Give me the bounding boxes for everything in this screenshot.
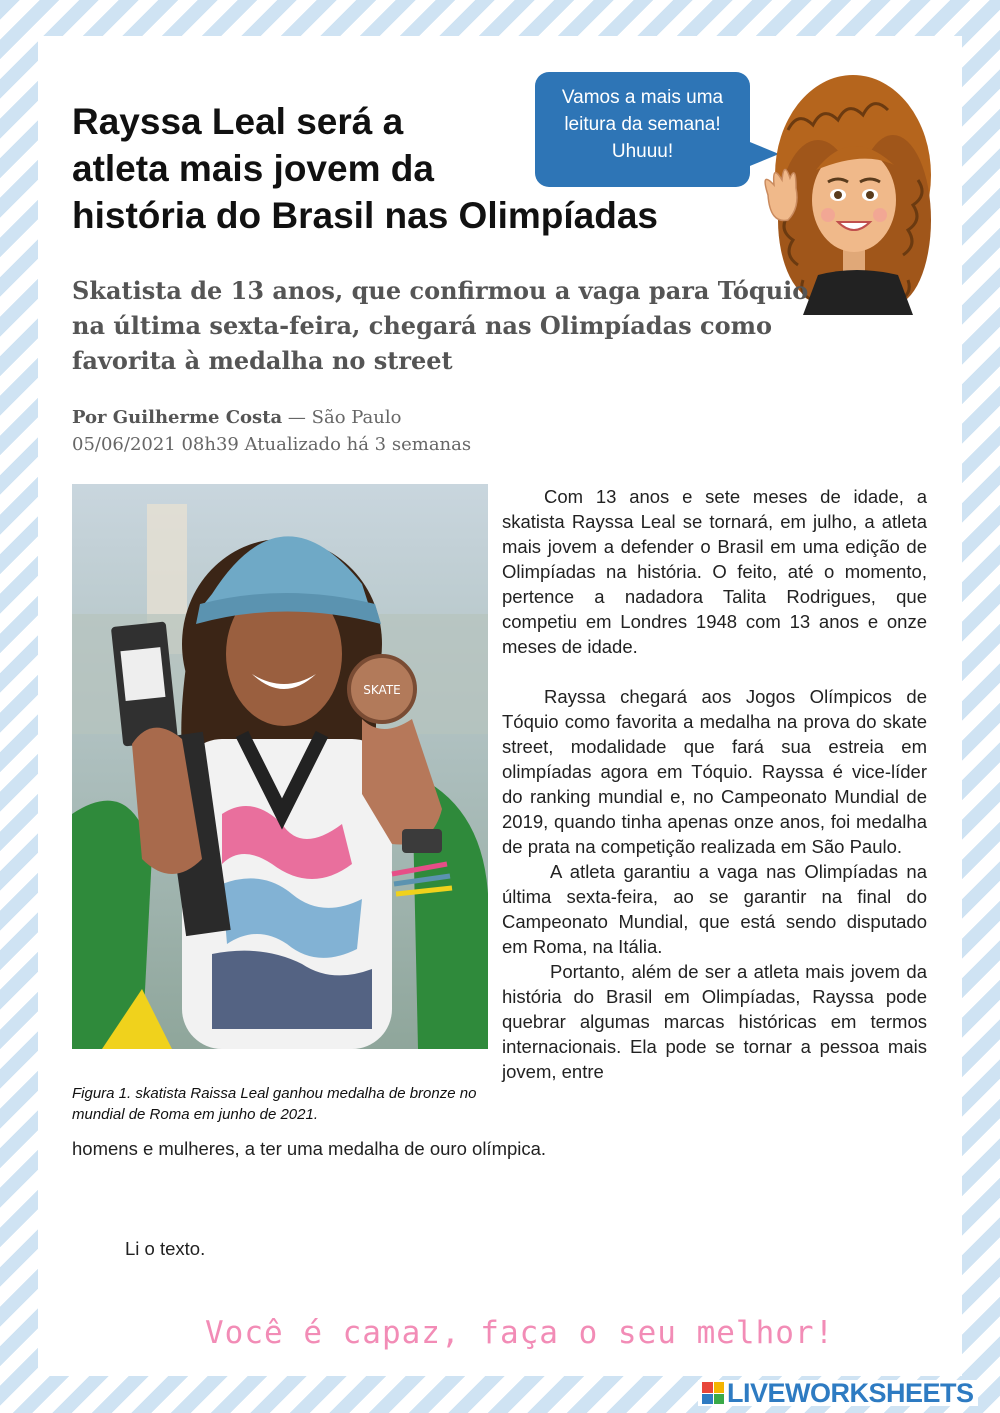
title-line-1: Rayssa Leal será a [72, 101, 404, 142]
read-confirmation-text: Li o texto. [125, 1238, 206, 1259]
title-line-2: atleta mais jovem da [72, 148, 434, 189]
brand-wordmark: LIVEWORKSHEETS [727, 1377, 974, 1408]
paragraph-2: Rayssa chegará aos Jogos Olímpicos de Tóquio como favorita a medalha na prova do skate street, modalidade que fará sua estreia em olimpíadas agora em Tóquio. Rayssa é vice-líder do ranking mundial e, no Campeonato Mundial de 2019, quando tinha apenas onze anos, foi medalha de prata na competição realizada em São Paulo. [502, 686, 927, 857]
byline-date: 05/06/2021 08h39 Atualizado há 3 semanas [72, 434, 472, 455]
speech-bubble: Vamos a mais uma leitura da semana! Uhuuu! [535, 72, 750, 187]
photo-caption: Figura 1. skatista Raissa Leal ganhou medalha de bronze no mundial de Roma em junho de 2021. [72, 1085, 477, 1123]
title-line-3: história do Brasil nas Olimpíadas [72, 195, 659, 236]
article-body [502, 484, 927, 1084]
motivational-motto: Você é capaz, faça o seu melhor! [205, 1315, 835, 1351]
paragraph-1: Com 13 anos e sete meses de idade, a skatista Rayssa Leal se tornará, em julho, a atleta mais jovem a defender o Brasil em uma edição de Olimpíadas na história. O feito, até o momento, pertence a nadadora Talita Rodrigues, que competiu em Londres 1948 com 13 anos e onze meses de idade. [502, 486, 927, 657]
athlete-photo [72, 484, 488, 1049]
paragraph-4: Portanto, além de ser a atleta mais jovem da história do Brasil em Olimpíadas, Rayssa pode quebrar algumas marcas históricas em termos internacionais. Ela pode se tornar a pessoa mais jovem, entre [502, 961, 927, 1082]
paragraph-4-continuation: homens e mulheres, a ter uma medalha de ouro olímpica. [72, 1138, 547, 1159]
paragraph-3: A atleta garantiu a vaga nas Olimpíadas na última sexta-feira, ao se garantir na final do Campeonato Mundial, que está sendo disputado em Roma, na Itália. [502, 861, 927, 957]
svg-text:SKATE: SKATE [363, 683, 401, 697]
avatar-waving-hand [765, 169, 797, 220]
byline-place: — São Paulo [282, 407, 402, 428]
byline [72, 404, 471, 458]
liveworksheets-brand[interactable] [698, 1377, 978, 1408]
liveworksheets-logo-icon [702, 1382, 724, 1404]
article-subtitle: Skatista de 13 anos, que confirmou a vaga para Tóquio na última sexta-feira, chegará nas Olimpíadas como favorita à medalha no street [72, 276, 809, 375]
byline-author: Por Guilherme Costa [72, 407, 283, 428]
